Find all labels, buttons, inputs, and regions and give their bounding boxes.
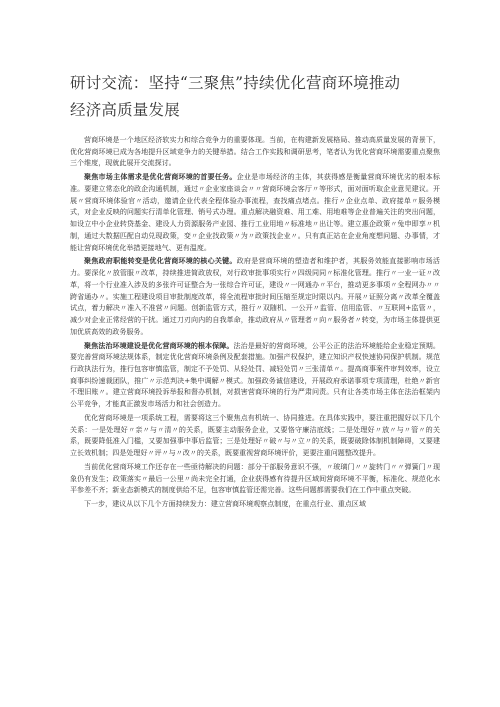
paragraph-system-engineering: 优化营商环境是一项系统工程，需要将这三个聚焦点有机统一、协同推进。在具体实践中，要注重把握好以下几个关系：一是处理好〃亲〃与〃清〃的关系，既要主动服务企业，又要恪守廉洁底线；二是处理好〃放〃与〃管〃的关系，既要降低准入门槛，又要加强事中事后监管；三是处理好〃破〃与〃立〃的关系，既要破除体制机制障碍，又要建立长效机制；四是处理好〃评〃与〃改〃的关系，既要重视营商环境评价，更要注重问题整改提升。 <box>70 412 440 458</box>
page-title <box>70 70 440 124</box>
paragraph-rule-of-law: 聚焦法治环境建设是优化营商环境的根本保障。法治是最好的营商环境，公平公正的法治环境能给企业稳定预期。要完善营商环境法规体系，制定优化营商环境条例及配套措施。加强产权保护，建立知识产权快速协同保护机制。规范行政执法行为，推行包容审慎监管，制定不予处罚、从轻处罚、减轻处罚〃三张清单〃。提高商事案件审判效率，设立商事纠纷速裁团队，推广〃示范判决+集中调解〃模式。加强政务诚信建设，开展政府承诺事项专项清理，杜绝〃新官不理旧账〃。建立营商环境投诉举报和督办机制，对损害营商环境的行为严肃问责。只有让各类市场主体在法治框架内公平竞争，才能真正激发市场活力和社会创造力。 <box>70 340 440 409</box>
paragraph-lead: 聚焦法治环境建设是优化营商环境的根本保障。 <box>84 340 234 350</box>
title-line-1: 研讨交流：坚持“三聚焦”持续优化营商环境推动 <box>70 74 401 92</box>
paragraph-lead: 聚焦政府职能转变是优化营商环境的核心关键。 <box>84 256 237 266</box>
paragraph-market-entities: 聚焦市场主体需求是优化营商环境的首要任务。企业是市场经济的主体，其获得感是衡量营商环境优劣的根本标准。要建立常态化的政企沟通机制，通过〃企业家座谈会〃〃营商环境会客厅〃等形式，面对面听取企业意见建议。开展〃营商环境体验官〃活动，邀请企业代表全程体验办事流程，查找痛点堵点。推行〃企业点单、政府接单〃服务模式，对企业反映的问题实行清单化管理、销号式办理。重点解决融资难、用工难、用地难等企业普遍关注的突出问题，如设立中小企业转贷基金、建设人力资源服务产业园、推行工业用地〃标准地〃出让等。建立惠企政策〃兔申即享〃机制，通过大数据匹配自动兑现政策，变〃企业找政策〃为〃政策找企业〃。只有真正站在企业角度想问题、办事情，才能让营商环境优化举措更接地气、更有温度。 <box>70 172 440 252</box>
paragraph-intro: 营商环境是一个地区经济软实力和综合竞争力的重要体现。当前，在构建新发展格局、推动高质量发展的背景下，优化营商环境已成为各地提升区域竞争力的关键举措。结合工作实践和调研思考，笔者认为优化营商环境需要重点聚焦三个维度，现就此展开交流探讨。 <box>70 135 440 168</box>
paragraph-next-steps: 下一步，建议从以下几个方面持续发力：建立营商环境观察点制度，在重点行业、重点区域 <box>84 499 366 509</box>
paragraph-current-problems: 当前优化营商环境工作还存在一些亟待解决的问题：部分干部服务意识不强，〃玻璃门〃〃旋转门〃〃弹簧门〃现象仍有发生；政策落实〃最后一公里〃尚未完全打通，企业获得感有待提升区域间营商环境不平衡，标准化、规范化水平参差不齐；新业态新模式的制度供给不足，包容审慎监管还需完善。这些问题都需要我们在工作中重点突破。 <box>70 461 440 495</box>
paragraph-government-functions: 聚焦政府职能转变是优化营商环境的核心关键。政府是营商环境的塑造者和维护者，其服务效能直接影响市场活力。要深化〃放管服〃改革，持续推进简政放权，对行政审批事项实行〃四级同同〃标准化管理。推行〃一业一证〃改革，将一个行业准入涉及的多张许可证整合为一张综合许可证，建设〃一网通办〃平台，推动更多事项〃全程网办〃〃跨省通办〃。实施工程建设项目审批制度改革，将全流程审批时间压缩至规定时限以内。开展〃证照分离〃改革全覆盖试点，着力解决〃准入不准营〃问题。创新监管方式，推行〃双随机、一公开〃监管、信用监管、〃互联网+监管〃，减少对企业正常经营的干扰。通过刀刃向内的自我革命，推动政府从〃管理者〃向〃服务者〃转变，为市场主体提供更加优质高效的政务服务。 <box>70 256 440 336</box>
title-line-2: 经济高质量发展 <box>70 101 180 119</box>
paragraph-lead: 聚焦市场主体需求是优化营商环境的首要任务。 <box>84 172 237 182</box>
